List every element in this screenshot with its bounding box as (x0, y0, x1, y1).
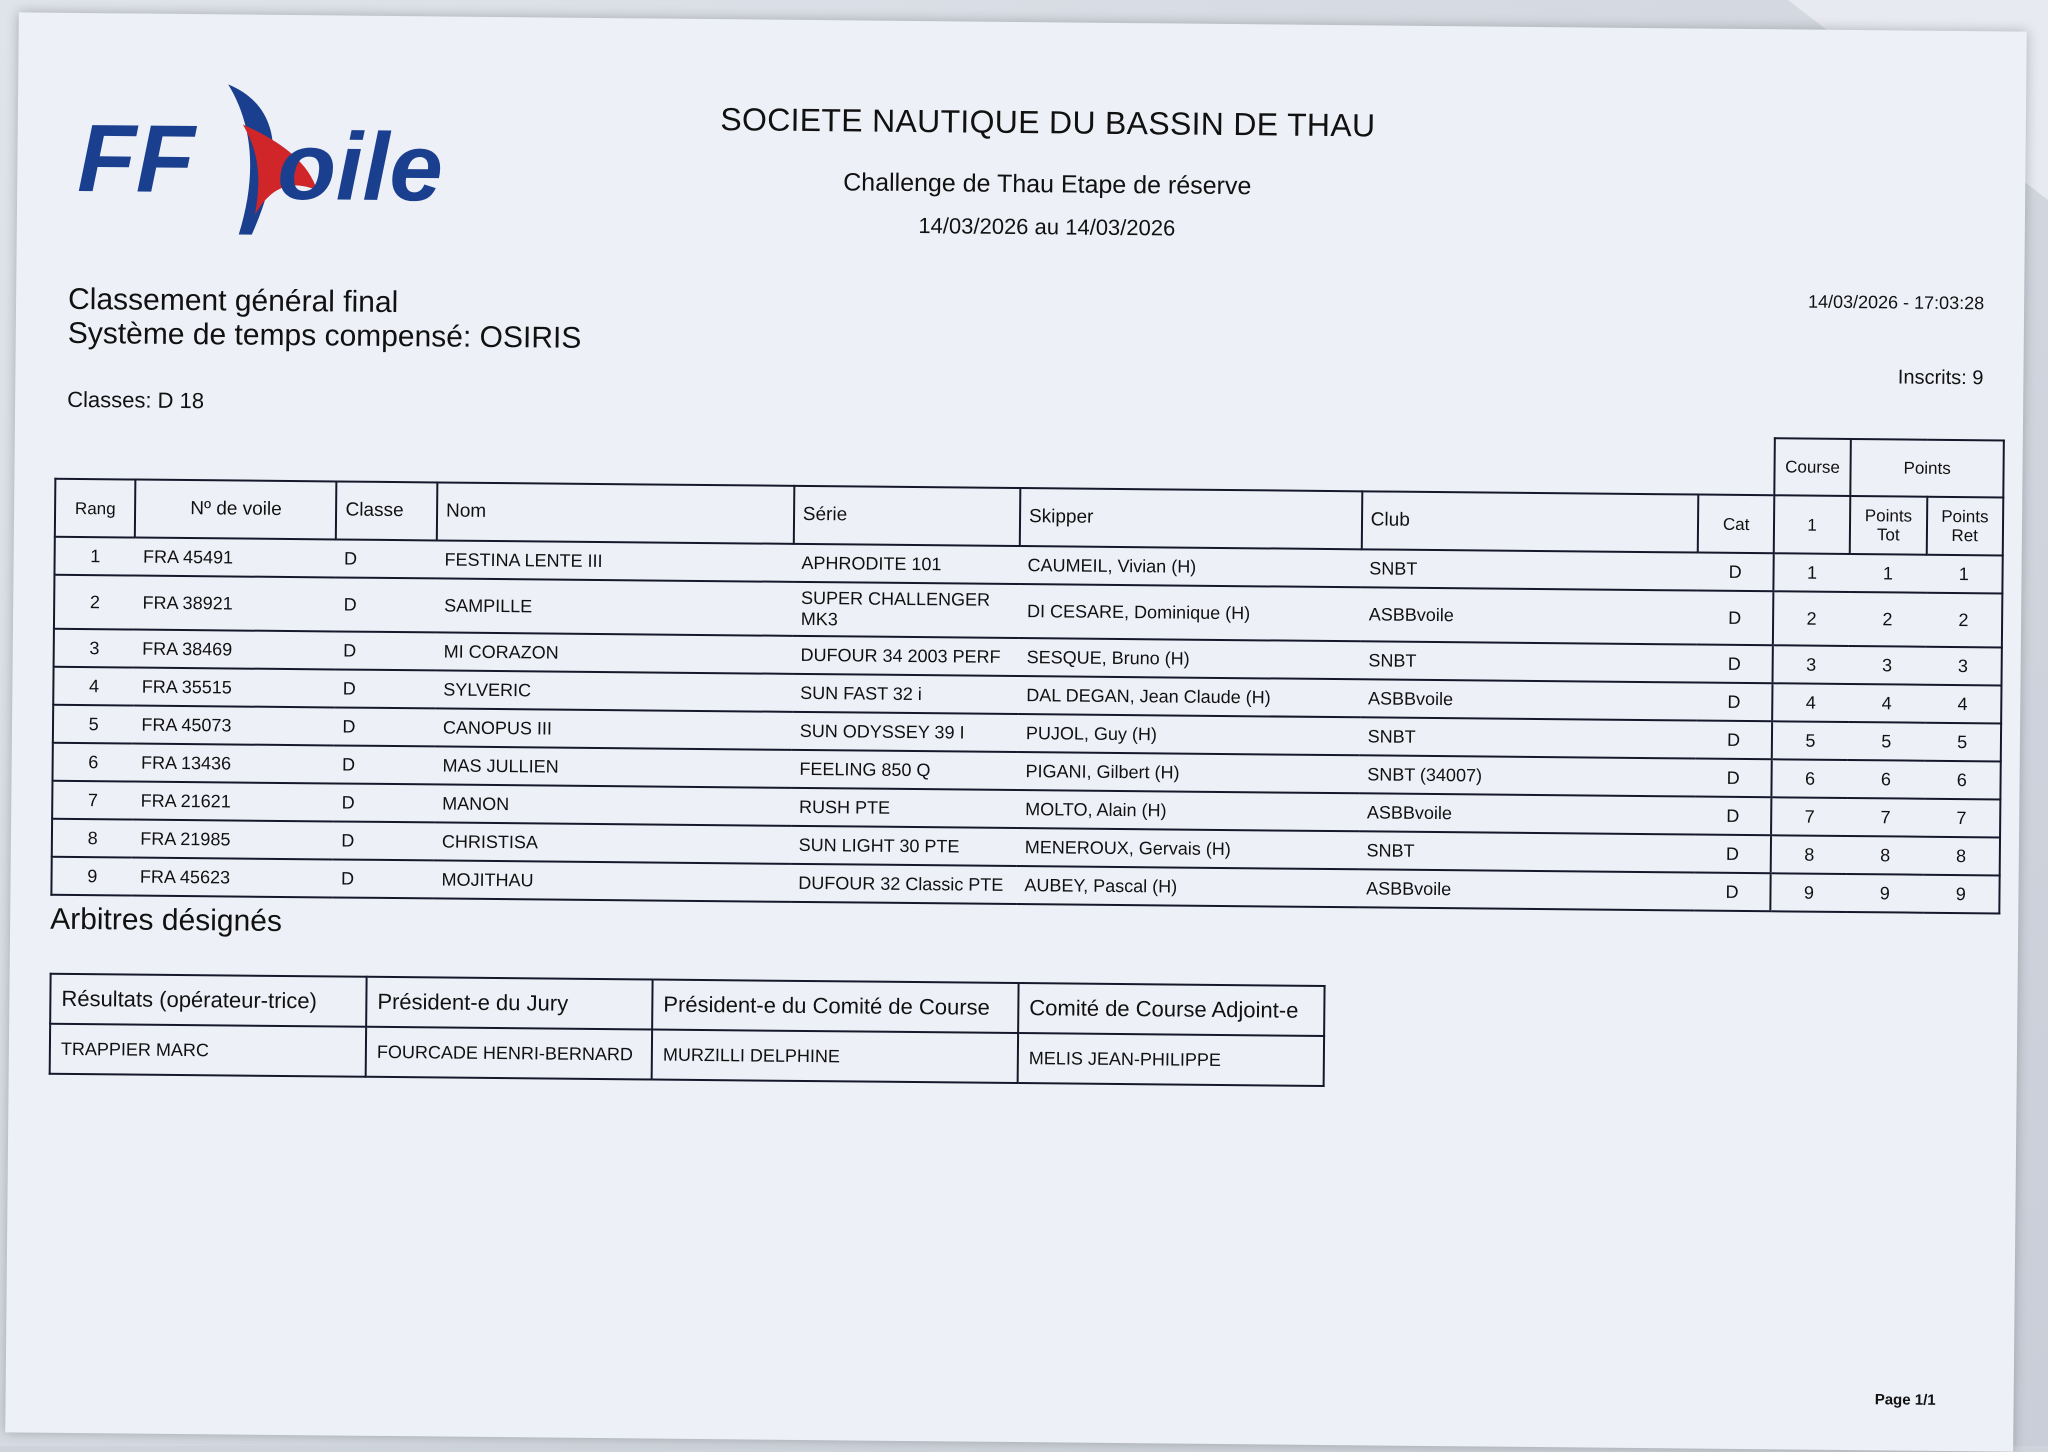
cell-course-1: 5 (1772, 721, 1849, 760)
cell-nom: MI CORAZON (436, 632, 793, 673)
cell-voile: FRA 35515 (134, 668, 335, 708)
col-voile: Nº de voile (135, 480, 337, 540)
report-title: Classement général final (67, 282, 399, 320)
cell-skipper: DAL DEGAN, Jean Claude (H) (1018, 676, 1360, 717)
cell-cat: D (1698, 553, 1774, 592)
cell-course-1: 8 (1770, 835, 1847, 874)
cell-serie: SUN ODYSSEY 39 I (792, 712, 1019, 752)
col-cat: Cat (1698, 495, 1774, 554)
cell-club: ASBBvoile (1359, 793, 1696, 834)
arbitres-table (49, 973, 1326, 1087)
cell-skipper: PIGANI, Gilbert (H) (1017, 752, 1359, 793)
cell-voile: FRA 45073 (133, 706, 334, 746)
cell-cat: D (1697, 683, 1773, 722)
cell-cat: D (1697, 591, 1773, 646)
cell-points-tot: 3 (1849, 646, 1926, 685)
cell-serie: FEELING 850 Q (791, 750, 1018, 790)
cell-voile: FRA 21985 (132, 820, 333, 860)
col-points-tot: Points Tot (1850, 496, 1927, 555)
cell-club: SNBT (1359, 717, 1696, 758)
svg-text:FF: FF (76, 104, 196, 214)
cell-nom: CANOPUS III (435, 708, 792, 749)
cell-club: SNBT (1361, 549, 1698, 590)
cell-points-ret: 3 (1925, 647, 2002, 686)
col-points-ret: Points Ret (1926, 497, 2003, 556)
cell-points-ret: 2 (1925, 593, 2002, 648)
cell-points-ret: 5 (1924, 723, 2001, 762)
col-skipper: Skipper (1020, 488, 1362, 549)
cell-rang: 8 (52, 819, 133, 858)
arbitre-name: MURZILLI DELPHINE (652, 1030, 1018, 1084)
cell-cat: D (1695, 835, 1771, 874)
cell-club: SNBT (1358, 831, 1695, 872)
cell-points-ret: 8 (1923, 837, 2000, 876)
cell-cat: D (1695, 797, 1771, 836)
cell-skipper: DI CESARE, Dominique (H) (1019, 584, 1361, 641)
arbitre-name: FOURCADE HENRI-BERNARD (366, 1027, 652, 1080)
course-group-header: Course (1774, 438, 1851, 496)
cell-voile: FRA 38469 (134, 630, 335, 670)
organization-title: SOCIETE NAUTIQUE DU BASSIN DE THAU (720, 101, 1376, 144)
cell-nom: MANON (434, 784, 791, 825)
cell-course-1: 3 (1772, 645, 1849, 684)
cell-classe: D (334, 707, 435, 746)
svg-text:oile: oile (276, 112, 444, 222)
cell-course-1: 6 (1771, 759, 1848, 798)
cell-classe: D (335, 669, 436, 708)
arbitre-role: Président-e du Comité de Course (652, 980, 1018, 1034)
cell-points-tot: 7 (1847, 798, 1924, 837)
cell-classe: D (336, 539, 437, 578)
arbitres-title: Arbitres désignés (49, 902, 283, 938)
cell-serie: DUFOUR 34 2003 PERF (792, 636, 1019, 676)
cell-nom: CHRISTISA (434, 822, 791, 863)
cell-skipper: SESQUE, Bruno (H) (1018, 638, 1360, 679)
cell-course-1: 2 (1773, 591, 1850, 646)
cell-nom: FESTINA LENTE III (436, 540, 793, 581)
col-nom: Nom (437, 482, 794, 543)
col-course-1: 1 (1774, 495, 1851, 554)
cell-cat: D (1695, 873, 1771, 912)
cell-voile: FRA 45623 (132, 858, 333, 898)
cell-cat: D (1697, 645, 1773, 684)
cell-serie: APHRODITE 101 (793, 544, 1020, 584)
cell-course-1: 7 (1771, 797, 1848, 836)
ffvoile-logo (77, 63, 499, 257)
results-table (50, 421, 2004, 915)
document-page (5, 12, 2027, 1451)
event-name: Challenge de Thau Etape de réserve (843, 168, 1252, 201)
report-subtitle: Système de temps compensé: OSIRIS (67, 316, 582, 355)
cell-skipper: CAUMEIL, Vivian (H) (1019, 546, 1361, 587)
cell-points-ret: 9 (1923, 875, 2000, 914)
cell-points-tot: 8 (1847, 836, 1924, 875)
col-classe: Classe (336, 481, 437, 540)
cell-nom: SYLVERIC (435, 670, 792, 711)
cell-points-ret: 7 (1924, 799, 2001, 838)
cell-rang: 2 (54, 575, 135, 630)
cell-club: ASBBvoile (1358, 869, 1695, 910)
cell-skipper: MENEROUX, Gervais (H) (1017, 828, 1359, 869)
arbitre-name: TRAPPIER MARC (50, 1024, 366, 1077)
arbitre-role: Résultats (opérateur-trice) (50, 974, 366, 1027)
cell-nom: SAMPILLE (436, 578, 793, 635)
cell-club: SNBT (34007) (1359, 755, 1696, 796)
cell-club: ASBBvoile (1361, 587, 1698, 644)
cell-classe: D (334, 783, 435, 822)
event-dates: 14/03/2026 au 14/03/2026 (918, 213, 1176, 241)
cell-rang: 1 (54, 537, 135, 576)
cell-serie: SUN LIGHT 30 PTE (791, 826, 1018, 866)
cell-rang: 4 (53, 667, 134, 706)
cell-rang: 6 (52, 743, 133, 782)
cell-course-1: 1 (1773, 553, 1850, 592)
cell-points-ret: 4 (1925, 685, 2002, 724)
cell-course-1: 9 (1770, 873, 1847, 912)
cell-points-tot: 1 (1850, 554, 1927, 593)
ffvoile-logo-graphic (77, 63, 499, 257)
cell-nom: MOJITHAU (433, 860, 790, 901)
cell-classe: D (335, 631, 436, 670)
print-timestamp: 14/03/2026 - 17:03:28 (1807, 291, 1985, 314)
cell-cat: D (1696, 759, 1772, 798)
points-group-header: Points (1850, 439, 2003, 497)
cell-points-tot: 9 (1846, 874, 1923, 913)
col-serie: Série (794, 486, 1021, 546)
cell-skipper: AUBEY, Pascal (H) (1016, 866, 1358, 907)
arbitre-name: MELIS JEAN-PHILIPPE (1018, 1033, 1324, 1086)
cell-points-tot: 2 (1849, 592, 1926, 647)
cell-classe: D (334, 745, 435, 784)
cell-rang: 5 (53, 705, 134, 744)
cell-classe: D (335, 577, 436, 632)
arbitre-role: Comité de Course Adjoint-e (1018, 983, 1324, 1036)
cell-classe: D (333, 821, 434, 860)
cell-rang: 9 (51, 857, 132, 896)
cell-points-ret: 6 (1924, 761, 2001, 800)
cell-voile: FRA 13436 (133, 744, 334, 784)
cell-club: ASBBvoile (1360, 679, 1697, 720)
cell-voile: FRA 45491 (135, 538, 336, 578)
classes-label: Classes: D 18 (67, 386, 205, 414)
page-number: Page 1/1 (1874, 1391, 1936, 1409)
cell-serie: SUN FAST 32 i (792, 674, 1019, 714)
cell-classe: D (333, 859, 434, 898)
inscrits-count: Inscrits: 9 (1897, 366, 1984, 390)
cell-nom: MAS JULLIEN (434, 746, 791, 787)
cell-voile: FRA 38921 (134, 576, 336, 632)
col-club: Club (1361, 491, 1698, 552)
cell-club: SNBT (1360, 641, 1697, 682)
cell-points-tot: 5 (1848, 722, 1925, 761)
cell-points-tot: 6 (1848, 760, 1925, 799)
cell-cat: D (1696, 721, 1772, 760)
cell-points-tot: 4 (1848, 684, 1925, 723)
col-rang: Rang (55, 479, 136, 538)
cell-skipper: PUJOL, Guy (H) (1018, 714, 1360, 755)
cell-voile: FRA 21621 (133, 782, 334, 822)
cell-serie: SUPER CHALLENGER MK3 (793, 582, 1020, 638)
cell-serie: DUFOUR 32 Classic PTE (790, 864, 1017, 904)
cell-skipper: MOLTO, Alain (H) (1017, 790, 1359, 831)
cell-serie: RUSH PTE (791, 788, 1018, 828)
cell-rang: 3 (54, 629, 135, 668)
arbitre-role: Président-e du Jury (366, 977, 652, 1030)
cell-points-ret: 1 (1926, 555, 2003, 594)
cell-rang: 7 (52, 781, 133, 820)
cell-course-1: 4 (1772, 683, 1849, 722)
